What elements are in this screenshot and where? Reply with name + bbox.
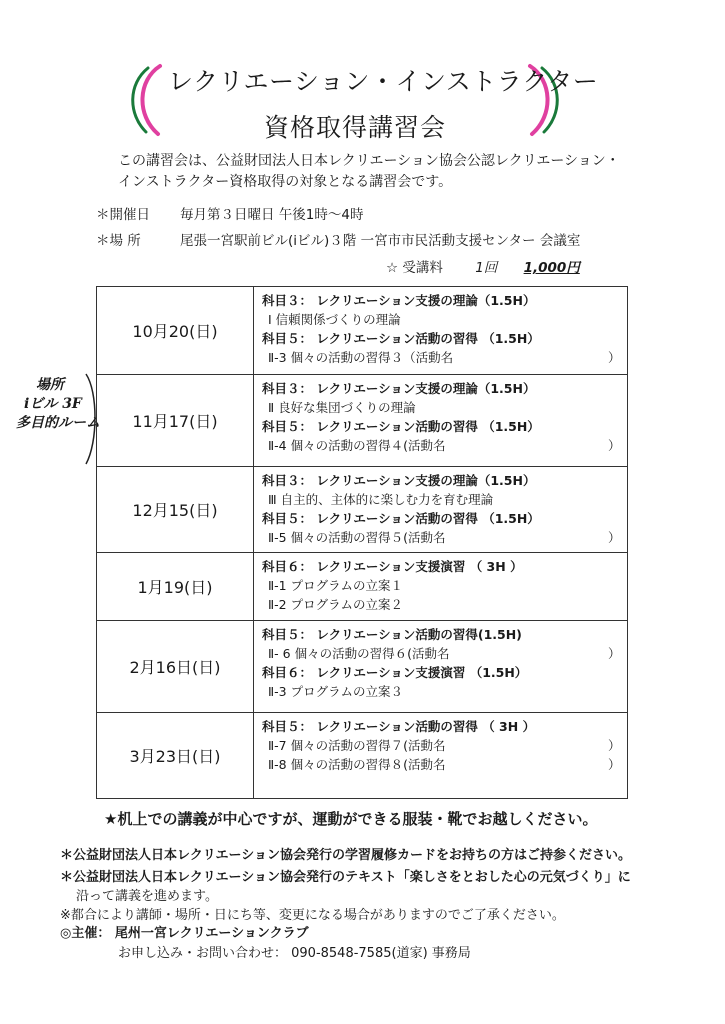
topic-line bbox=[262, 644, 627, 663]
topic-line bbox=[262, 755, 627, 774]
hand-line-1: 場所 bbox=[36, 377, 64, 393]
date-value: 毎月第３日曜日 午後1時～4時 bbox=[180, 207, 364, 223]
line-text: Ⅱ-4 個々の活動の習得４(活動名 bbox=[268, 438, 446, 453]
schedule-detail bbox=[254, 553, 628, 621]
intro-line-1: この講習会は、公益財団法人日本レクリエーション協会公認レクリエーション・ bbox=[118, 153, 620, 169]
fee-price: 1,000円 bbox=[523, 260, 580, 276]
schedule-row bbox=[97, 467, 628, 553]
line-text: 科目５： レクリエーション活動の習得 （1.5H） bbox=[262, 331, 540, 346]
schedule-row bbox=[97, 287, 628, 375]
closing-paren: ） bbox=[608, 438, 621, 453]
schedule-detail bbox=[254, 467, 628, 553]
closing-paren: ） bbox=[608, 757, 621, 772]
closing-paren: ） bbox=[608, 738, 621, 753]
topic-line bbox=[262, 595, 627, 614]
fee-row bbox=[386, 256, 580, 276]
fee-times: 1回 bbox=[475, 260, 498, 276]
pink-paren-left bbox=[142, 66, 160, 134]
subject-line bbox=[262, 509, 627, 528]
schedule-detail bbox=[254, 621, 628, 713]
schedule-detail bbox=[254, 287, 628, 375]
hand-line-3: 多目的ルーム bbox=[16, 415, 100, 431]
closing-paren: ） bbox=[608, 530, 621, 545]
subject-line bbox=[262, 625, 627, 644]
closing-paren: ） bbox=[608, 350, 621, 365]
line-text: Ⅱ-8 個々の活動の習得８(活動名 bbox=[268, 757, 446, 772]
schedule-row bbox=[97, 621, 628, 713]
schedule-date: 1月19(日) bbox=[97, 553, 254, 621]
contact: お申し込み・お問い合わせ： 090-8548-7585(道家) 事務局 bbox=[118, 946, 471, 961]
line-text: 科目３： レクリエーション支援の理論（1.5H） bbox=[262, 473, 536, 488]
topic-line bbox=[262, 576, 627, 595]
title-line-2: 資格取得講習会 bbox=[264, 113, 447, 142]
line-text: 科目５： レクリエーション活動の習得 （ 3H ） bbox=[262, 719, 536, 734]
organizer: ◎主催： 尾州一宮レクリエーションクラブ bbox=[60, 926, 309, 941]
subject-line bbox=[262, 557, 627, 576]
topic-line bbox=[262, 490, 627, 509]
line-text: Ⅱ 良好な集団づくりの理論 bbox=[268, 400, 416, 415]
topic-line bbox=[262, 528, 627, 547]
topic-line bbox=[262, 436, 627, 455]
green-paren-left bbox=[133, 68, 148, 132]
topic-line bbox=[262, 348, 627, 367]
schedule-row bbox=[97, 713, 628, 799]
title-decoration-left bbox=[120, 60, 170, 140]
place-value: 尾張一宮駅前ビル(iビル)３階 一宮市市民活動支援センター 会議室 bbox=[180, 233, 581, 249]
schedule-detail bbox=[254, 375, 628, 467]
line-text: Ⅱ-7 個々の活動の習得７(活動名 bbox=[268, 738, 446, 753]
schedule-date: 10月20(日) bbox=[97, 287, 254, 375]
intro-line-2: インストラクター資格取得の対象となる講習会です。 bbox=[118, 174, 453, 190]
schedule-date: 11月17(日) bbox=[97, 375, 254, 467]
note-3: ※都合により講師・場所・日にち等、変更になる場合がありますのでご了承ください。 bbox=[60, 908, 565, 923]
subject-line bbox=[262, 417, 627, 436]
topic-line bbox=[262, 398, 627, 417]
line-text: 科目６： レクリエーション支援演習 （ 3H ） bbox=[262, 559, 523, 574]
hand-line-2: iビル 3F bbox=[24, 396, 82, 412]
line-text: Ⅱ-1 プログラムの立案１ bbox=[268, 578, 403, 593]
schedule-row bbox=[97, 375, 628, 467]
schedule-table bbox=[96, 286, 628, 799]
date-label: ＊開催日 bbox=[96, 207, 150, 223]
line-text: Ⅱ- 6 個々の活動の習得６(活動名 bbox=[268, 646, 450, 661]
note-1: ＊公益財団法人日本レクリエーション協会発行の学習履修カードをお持ちの方はご持参ください。 bbox=[60, 848, 631, 863]
line-text: Ⅰ 信頼関係づくりの理論 bbox=[268, 312, 401, 327]
place-label: ＊場 所 bbox=[96, 233, 141, 249]
line-text: 科目５： レクリエーション活動の習得 （1.5H） bbox=[262, 511, 540, 526]
line-text: Ⅱ-2 プログラムの立案２ bbox=[268, 597, 403, 612]
subject-line bbox=[262, 379, 627, 398]
line-text: 科目３： レクリエーション支援の理論（1.5H） bbox=[262, 293, 536, 308]
subject-line bbox=[262, 471, 627, 490]
line-text: Ⅱ-5 個々の活動の習得５(活動名 bbox=[268, 530, 446, 545]
schedule-detail bbox=[254, 713, 628, 799]
line-text: Ⅲ 自主的、主体的に楽しむ力を育む理論 bbox=[268, 492, 494, 507]
fee-label: ☆ 受講料 bbox=[386, 260, 443, 276]
subject-line bbox=[262, 717, 627, 736]
schedule-date: 3月23日(日) bbox=[97, 713, 254, 799]
line-text: 科目５： レクリエーション活動の習得 （1.5H） bbox=[262, 419, 540, 434]
line-text: Ⅱ-3 個々の活動の習得３（活動名 bbox=[268, 350, 454, 365]
line-text: Ⅱ-3 プログラムの立案３ bbox=[268, 684, 403, 699]
subject-line bbox=[262, 663, 627, 682]
subject-line bbox=[262, 329, 627, 348]
subject-line bbox=[262, 291, 627, 310]
closing-paren: ） bbox=[608, 646, 621, 661]
title-line-1: レクリエーション・インストラクター bbox=[168, 67, 599, 96]
topic-line bbox=[262, 682, 627, 701]
line-text: 科目６： レクリエーション支援演習 （1.5H） bbox=[262, 665, 528, 680]
schedule-date: 2月16日(日) bbox=[97, 621, 254, 713]
schedule-date: 12月15(日) bbox=[97, 467, 254, 553]
star-note: ★机上での講義が中心ですが、運動ができる服装・靴でお越しください。 bbox=[104, 810, 598, 828]
topic-line bbox=[262, 736, 627, 755]
line-text: 科目３： レクリエーション支援の理論（1.5H） bbox=[262, 381, 536, 396]
note-2a: ＊公益財団法人日本レクリエーション協会発行のテキスト「楽しさをとおした心の元気づくり」に bbox=[60, 870, 631, 885]
schedule-row bbox=[97, 553, 628, 621]
topic-line bbox=[262, 310, 627, 329]
note-2b: 沿って講義を進めます。 bbox=[76, 889, 218, 904]
line-text: 科目５： レクリエーション活動の習得(1.5H) bbox=[262, 627, 522, 642]
